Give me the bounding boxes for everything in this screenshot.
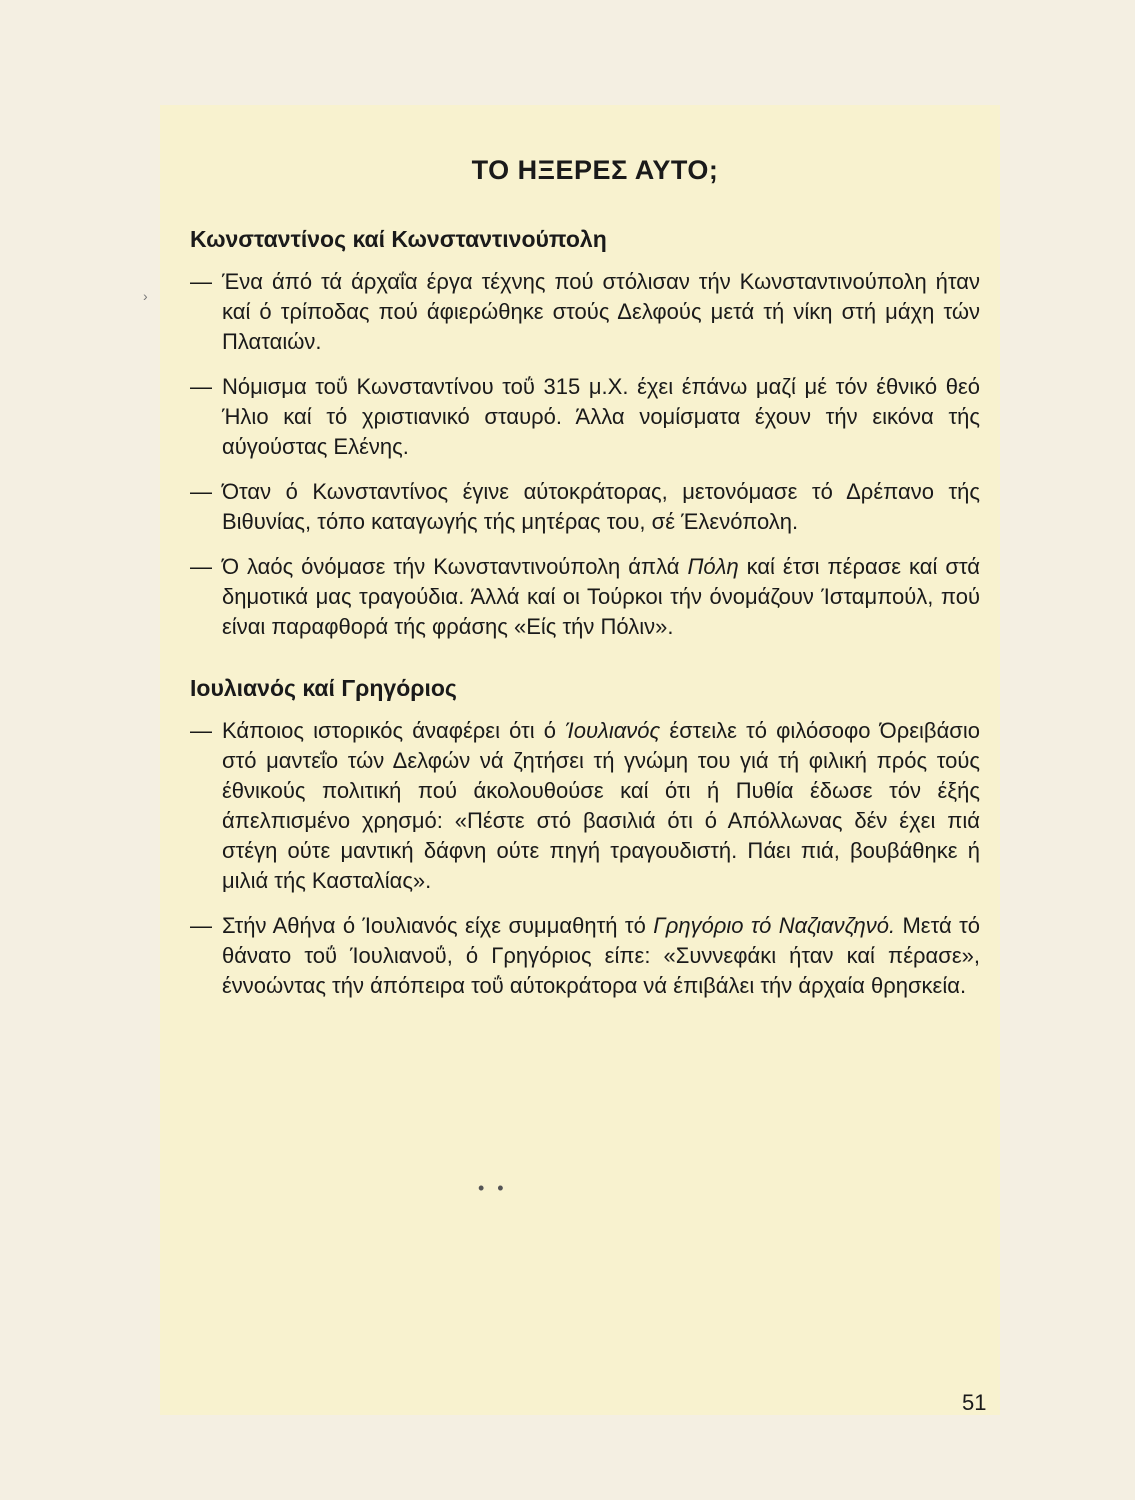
italic-term: Ίουλιανός	[565, 718, 661, 743]
text-run: καί έτσι πέρασε καί στά δημοτικά μας τραγούδια. Άλλά καί οι Τούρκοι τήν όνομάζουν Ίσταμπούλ, πού είναι παραφθορά τής φράσης «Είς τήν Πόλιν».	[222, 554, 981, 639]
paragraph	[190, 716, 980, 896]
text-run: έστειλε τό φιλόσοφο Όρειβάσιο στό μαντεΐο τών Δελφών νά ζητήσει τή γνώμη του γιά τή φιλική πρός τούς έθνικούς πολιτική πού άκολουθούσε καί ότι ή Πυθία έδωσε τόν έξής άπελπισμένο χρησμό: «Πέστε στό βασιλιά ότι ό Απόλλωνας δέν έχει πιά στέγη ούτε μαντική δάφνη ούτε πηγή τραγουδιστή. Πάει πιά, βουβάθηκε ή μιλιά τής Κασταλίας».	[222, 718, 980, 893]
ornament: • •	[478, 1178, 508, 1198]
paragraph-text	[222, 716, 980, 896]
margin-mark: ›	[143, 288, 148, 304]
section-konstantinos	[190, 226, 980, 642]
italic-term: Γρηγόριο τό Ναζιανζηνό.	[653, 913, 896, 938]
section-heading: Ιουλιανός καί Γρηγόριος	[190, 675, 457, 701]
section-heading: Κωνσταντίνος καί Κωνσταντινούπολη	[190, 226, 607, 252]
dash: —	[190, 554, 212, 579]
info-box	[190, 155, 980, 1016]
paragraph-text: Όταν ό Κωνσταντίνος έγινε αύτοκράτορας, μετονόμασε τό Δρέπανο τής Βιθυνίας, τόπο καταγωγής τής μητέρας του, σέ Έλενόπολη.	[222, 479, 980, 534]
section-ioulianos	[190, 675, 980, 1001]
paragraph-text: Ένα άπό τά άρχαΐα έργα τέχνης πού στόλισαν τήν Κωνσταντινούπολη ήταν καί ό τρίποδας πού άφιερώθηκε στούς Δελφούς μετά τή νίκη στή μάχη τών Πλαταιών.	[222, 269, 980, 354]
paragraph-text	[222, 552, 980, 642]
italic-term: Πόλη	[687, 554, 739, 579]
paragraph-text: Νόμισμα τοΰ Κωνσταντίνου τοΰ 315 μ.Χ. έχει έπάνω μαζί μέ τόν έθνικό θεό Ήλιο καί τό χριστιανικό σταυρό. Άλλα νομίσματα έχουν τήν εικόνα τής αύγούστας Ελένης.	[222, 374, 980, 459]
paragraph	[190, 552, 980, 642]
paragraph	[190, 477, 980, 537]
page-number: 51	[962, 1390, 987, 1415]
text-run: Μετά τό θάνατο τοΰ Ίουλιανοΰ, ό Γρηγόριος είπε: «Συννεφάκι ήταν καί πέρασε», έννοώντας τήν άπόπειρα τοΰ αύτοκράτορα νά έπιβάλει τήν άρχαία θρησκεία.	[222, 913, 981, 998]
section-gap	[190, 657, 980, 675]
paragraph	[190, 911, 980, 1001]
dash: —	[190, 269, 212, 294]
page-title: ΤΟ ΗΞΕΡΕΣ ΑΥΤΟ;	[471, 155, 719, 185]
dash: —	[190, 479, 212, 504]
paragraph	[190, 267, 980, 357]
dash: —	[190, 374, 212, 399]
text-run: Ό λαός όνόμασε τήν Κωνσταντινούπολη άπλά	[222, 554, 688, 579]
paragraph	[190, 372, 980, 462]
text-run: Κάποιος ιστορικός άναφέρει ότι ό	[222, 718, 566, 743]
dash: —	[190, 913, 212, 938]
paragraph-text	[222, 911, 980, 1001]
dash: —	[190, 718, 212, 743]
text-run: Στήν Αθήνα ό Ίουλιανός είχε συμμαθητή τό	[222, 913, 654, 938]
